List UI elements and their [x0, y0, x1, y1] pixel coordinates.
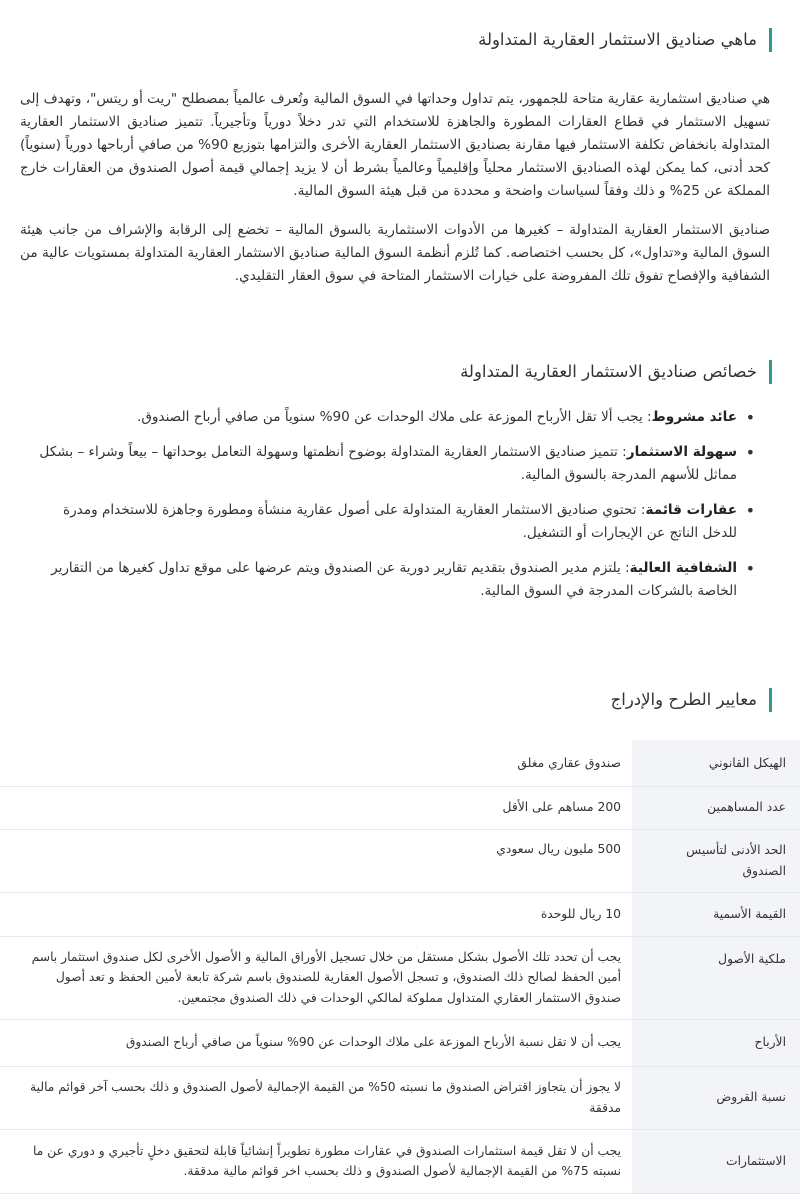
criteria-value: يجب أن لا تقل نسبة الأرباح الموزعة على ملاك الوحدات عن 90% سنوياً من صافي أرباح الصندوق [0, 1019, 632, 1066]
criteria-value: 500 مليون ريال سعودي [0, 829, 632, 892]
bullet-icon: • [745, 501, 755, 520]
criteria-key: الهيكل القانوني [632, 740, 800, 786]
feature-title: سهولة الاستثمار [626, 444, 737, 460]
table-row [0, 829, 800, 892]
criteria-key: عدد المساهمين [632, 786, 800, 829]
bullet-icon: • [745, 559, 755, 578]
criteria-value: 10 ريال للوحدة [0, 892, 632, 936]
table-row [0, 786, 800, 829]
feature-text: : تحتوي صناديق الاستثمار العقارية المتداولة على أصول عقارية منشأة ومطورة وجاهزة للاستخدام ومدرة للدخل الناتج عن الإيجارات أو التشغيل. [63, 502, 737, 541]
section-heading-reit-features: خصائص صناديق الاستثمار العقارية المتداولة [20, 360, 772, 384]
criteria-value: يجب أن لا تقل قيمة استثمارات الصندوق في عقارات مطورة تطويراً إنشائياً قابلة لتحقيق دخلٍ تأجيري و دوري عن ما نسبته 75% من القيمة الإجمالية لأصول الصندوق و ذلك بحسب اخر قوائم مالية مدققة. [0, 1129, 632, 1193]
table-row [0, 1129, 800, 1193]
feature-text: : يجب ألا تقل الأرباح الموزعة على ملاك الوحدات عن 90% سنوياً من صافي أرباح الصندوق. [137, 409, 652, 425]
criteria-key: ملكية الأصول [632, 936, 800, 1019]
bullet-icon: • [745, 408, 755, 427]
listing-criteria-table [0, 740, 800, 1194]
section-heading-listing-criteria: معايير الطرح والإدراج [20, 688, 772, 712]
criteria-value: صندوق عقاري مغلق [0, 740, 632, 786]
table-row [0, 936, 800, 1019]
table-row [0, 892, 800, 936]
table-row [0, 740, 800, 786]
table-row [0, 1066, 800, 1129]
feature-item [25, 406, 755, 429]
criteria-key: نسبة القروض [632, 1066, 800, 1129]
feature-title: عقارات قائمة [645, 502, 737, 518]
criteria-key: الاستثمارات [632, 1129, 800, 1193]
table-row [0, 1019, 800, 1066]
feature-text: : يلتزم مدير الصندوق بتقديم تقارير دورية عن الصندوق ويتم عرضها على موقع تداول كغيرها من التقارير الخاصة بالشركات المدرجة في السوق المالية. [51, 560, 737, 599]
criteria-key: الأرباح [632, 1019, 800, 1066]
section-heading-what-are-reits: ماهي صناديق الاستثمار العقارية المتداولة [20, 28, 772, 52]
feature-text: : تتميز صناديق الاستثمار العقارية المتداولة بوضوح أنظمتها وسهولة التعامل بوحداتها – بيعاً وشراء – بشكل مماثل للأسهم المدرجة بالسوق المالية. [39, 444, 737, 483]
criteria-value: يجب أن تحدد تلك الأصول بشكل مستقل من خلال تسجيل الأوراق المالية و الأصول الأخرى لكل صندوق استثمار باسم أمين الحفظ لصالح ذلك الصندوق، و تسجل الأصول العقارية للصندوق باسم شركة تابعة لأمين الحفظ و تعد أصول صندوق الاستثمار العقاري المتداول مملوكة لمالكي الوحدات في ذلك الصندوق مجتمعين. [0, 936, 632, 1019]
feature-item [25, 499, 755, 545]
criteria-key: القيمة الأسمية [632, 892, 800, 936]
features-list [25, 406, 755, 615]
bullet-icon: • [745, 443, 755, 462]
criteria-key: الحد الأدنى لتأسيس الصندوق [632, 829, 800, 892]
intro-paragraph: هي صناديق استثمارية عقارية متاحة للجمهور، يتم تداول وحداتها في السوق المالية وتُعرف عالمياً بمصطلح "ريت أو ريتس"، وتهدف إلى تسهيل الاستثمار في قطاع العقارات المطورة والجاهزة للاستخدام التي تدر دخلاً دورياً وتأجيرياً. تتميز صناديق الاستثمار العقارية المتداولة بانخفاض تكلفة الاستثمار فيها مقارنة بصناديق الاستثمار العقارية الأخرى والتزامها بتوزيع 90% من صافي أرباحها دورياً (سنوياً) كحد أدنى، كما يمكن لهذه الصناديق الاستثمار محلياً وإقليمياً وعالمياً بشرط أن لا يزيد إجمالي قيمة أصول الصندوق من العقارات خارج المملكة عن 25% و ذلك وفقاً لسياسات واضحة و محددة من قبل هيئة السوق المالية. [20, 91, 770, 199]
feature-item [25, 557, 755, 603]
feature-title: الشفافية العالية [629, 560, 737, 576]
criteria-value: 200 مساهم على الأقل [0, 786, 632, 829]
regulation-paragraph: صناديق الاستثمار العقارية المتداولة – كغيرها من الأدوات الاستثمارية بالسوق المالية – تخضع إلى الرقابة والإشراف من جانب هيئة السوق المالية و«تداول»، كل بحسب اختصاصه. كما تُلزم أنظمة السوق المالية صناديق الاستثمار العقارية المتداولة بمستويات عالية من الشفافية والإفصاح تفوق تلك المفروضة على خيارات الاستثمار المتاحة في سوق العقار التقليدي. [20, 222, 770, 284]
feature-title: عائد مشروط [651, 409, 737, 425]
feature-item [25, 441, 755, 487]
criteria-value: لا يجوز أن يتجاوز اقتراض الصندوق ما نسبته 50% من القيمة الإجمالية لأصول الصندوق و ذلك بحسب آخر قوائم مالية مدققة [0, 1066, 632, 1129]
